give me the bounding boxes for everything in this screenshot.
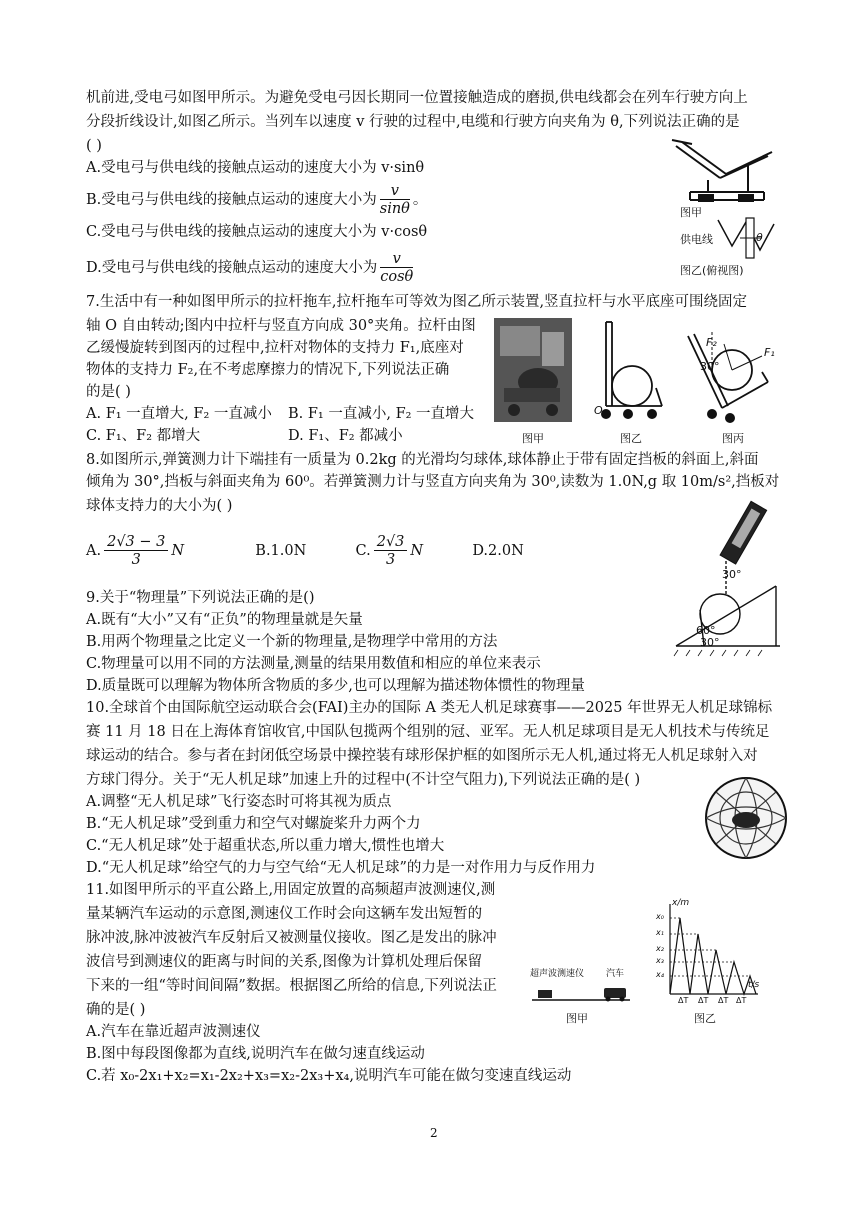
q6-d-den: cosθ — [380, 268, 414, 285]
q6-fig-yi-caption: 图乙(俯视图) — [680, 264, 744, 277]
q11-stem-line2: 量某辆汽车运动的示意图,测速仪工作时会向这辆车发出短暂的 — [86, 906, 483, 922]
q6-d-num: v — [380, 251, 413, 268]
q7-fig-yi-caption: 图乙 — [620, 432, 642, 445]
q8-incline-angle-label: 30° — [700, 636, 720, 649]
q11-dt-label-2: ΔT — [698, 996, 709, 1005]
q10-option-d: D.“无人机足球”给空气的力与空气给“无人机足球”的力是一对作用力与反作用力 — [86, 860, 596, 876]
q7-stem-line4: 物体的支持力 F₂,在不考虑摩擦力的情况下,下列说法正确 — [86, 362, 450, 378]
q8-board-angle-label: 60° — [696, 624, 716, 637]
q7-cart-photo — [494, 318, 572, 422]
q10-drone-ball-figure — [704, 776, 788, 860]
q7-option-c: C. F₁、F₂ 都增大 — [86, 428, 201, 444]
q7-fig-jia-caption: 图甲 — [522, 432, 544, 445]
q11-car-label: 汽车 — [606, 969, 625, 979]
q8-spring-angle-label: 30° — [722, 568, 742, 581]
q8-option-a-fraction — [104, 534, 168, 569]
q6-b-num: v — [380, 183, 410, 200]
q11-x1-label: x₁ — [656, 928, 664, 937]
q11-road-figure — [532, 982, 632, 1004]
q6-b-den: sinθ — [379, 200, 410, 217]
q8-a-den: 3 — [131, 551, 141, 568]
q11-x4-label: x₄ — [656, 970, 664, 979]
q6-option-b — [86, 180, 427, 220]
q6-option-c: C.受电弓与供电线的接触点运动的速度大小为 v·cosθ — [86, 224, 428, 240]
q11-x2-label: x₂ — [656, 944, 664, 953]
q6-option-b-end: 。 — [412, 192, 428, 208]
q11-pulse-graph — [652, 900, 762, 1000]
q11-y-axis-label: x/m — [672, 898, 690, 908]
q11-fig-yi-caption: 图乙 — [694, 1012, 716, 1025]
q10-option-c: C.“无人机足球”处于超重状态,所以重力增大,惯性也增大 — [86, 838, 445, 854]
q7-option-a: A. F₁ 一直增大, F₂ 一直减小 — [86, 406, 272, 422]
q10-stem-line3: 球运动的结合。参与者在封闭低空场景中操控装有球形保护框的如图所示无人机,通过将无人机足球射入对 — [86, 748, 758, 764]
q6-option-b-text: B.受电弓与供电线的接触点运动的速度大小为 — [86, 192, 377, 208]
q8-option-a-label: A. — [86, 543, 102, 559]
q8-stem-line2: 倾角为 30°,挡板与斜面夹角为 60⁰。若弹簧测力计与竖直方向夹角为 30⁰,读数为 1.0N,g 取 10m/s²,挡板对 — [86, 474, 780, 490]
q7-f2-label: F₂ — [706, 336, 717, 349]
q11-t-axis-label: t/s — [748, 980, 760, 990]
q10-stem-line1: 10.全球首个由国际航空运动联合会(FAI)主办的国际 A 类无人机足球赛事——2025 年世界无人机足球锦标 — [86, 700, 773, 716]
q10-stem-line4: 方球门得分。关于“无人机足球”加速上升的过程中(不计空气阻力),下列说法正确的是( ) — [86, 772, 641, 788]
q8-c-num: 2√3 — [374, 534, 408, 551]
q9-option-a: A.既有“大小”又有“正负”的物理量就是矢量 — [86, 612, 363, 628]
q6-wire-label: 供电线 — [680, 233, 713, 246]
q11-stem-line4: 波信号到测速仪的距离与时间的关系,图像为计算机处理后保留 — [86, 954, 483, 970]
q6-fig-jia-caption: 图甲 — [680, 206, 702, 219]
q11-device-label: 超声波测速仪 — [530, 969, 585, 979]
q8-option-c-label: C. — [355, 543, 371, 559]
q7-cart-tilted-figure — [682, 326, 774, 426]
q11-stem-line3: 脉冲波,脉冲波被汽车反射后又被测量仪接收。图乙是发出的脉冲 — [86, 930, 497, 946]
q8-option-b: B.1.0N — [255, 543, 307, 559]
q11-stem-line1: 11.如图甲所示的平直公路上,用固定放置的高频超声波测速仪,测 — [86, 882, 496, 898]
q9-option-b: B.用两个物理量之比定义一个新的物理量,是物理学中常用的方法 — [86, 634, 498, 650]
q7-fig-bing-caption: 图丙 — [722, 432, 744, 445]
q7-stem-line2: 轴 O 自由转动;图内中拉杆与竖直方向成 30°夹角。拉杆由图 — [86, 318, 476, 334]
q6-stem-line2: 分段折线设计,如图乙所示。当列车以速度 v 行驶的过程中,电缆和行驶方向夹角为 θ,下列说法正确的是 — [86, 114, 740, 130]
q11-option-a: A.汽车在靠近超声波测速仪 — [86, 1024, 261, 1040]
q8-a-num: 2√3 − 3 — [104, 534, 168, 551]
q11-fig-jia-caption: 图甲 — [566, 1012, 588, 1025]
q6-zigzag-wire-figure — [716, 216, 780, 262]
q6-option-d — [86, 248, 416, 288]
q7-axis-o-label: O — [594, 404, 603, 417]
q11-option-c: C.若 x₀-2x₁+x₂=x₁-2x₂+x₃=x₂-2x₃+x₄,说明汽车可能在做匀变速直线运动 — [86, 1068, 572, 1084]
q11-stem-line6: 确的是( ) — [86, 1002, 146, 1018]
q6-option-d-fraction — [380, 251, 413, 286]
q7-f1-label: F₁ — [764, 346, 775, 359]
page-number: 2 — [430, 1126, 438, 1140]
q8-option-d: D.2.0N — [472, 543, 524, 559]
q8-stem-line3: 球体支持力的大小为( ) — [86, 498, 233, 514]
q7-option-d: D. F₁、F₂ 都减小 — [288, 428, 403, 444]
q7-angle-label: 30° — [700, 360, 720, 373]
q7-stem-line3: 乙缓慢旋转到图丙的过程中,拉杆对物体的支持力 F₁,底座对 — [86, 340, 464, 356]
q6-option-a: A.受电弓与供电线的接触点运动的速度大小为 v·sinθ — [86, 160, 425, 176]
q8-stem-line1: 8.如图所示,弹簧测力计下端挂有一质量为 0.2kg 的光滑均匀球体,球体静止于带有固定挡板的斜面上,斜面 — [86, 452, 759, 468]
q6-pantograph-figure — [668, 134, 780, 214]
q11-x0-label: x₀ — [656, 912, 664, 921]
q7-option-b: B. F₁ 一直减小, F₂ 一直增大 — [288, 406, 475, 422]
q11-dt-label-4: ΔT — [736, 996, 747, 1005]
q8-c-den: 3 — [385, 551, 396, 568]
q6-theta-label: θ — [756, 231, 763, 244]
q11-x3-label: x₃ — [656, 956, 664, 965]
q11-dt-label-3: ΔT — [718, 996, 729, 1005]
q8-option-c-fraction — [374, 534, 408, 569]
q11-option-b: B.图中每段图像都为直线,说明汽车在做匀速直线运动 — [86, 1046, 425, 1062]
q7-cart-vertical-figure — [592, 318, 672, 424]
q10-option-b: B.“无人机足球”受到重力和空气对螺旋桨升力两个力 — [86, 816, 421, 832]
q6-option-d-text: D.受电弓与供电线的接触点运动的速度大小为 — [86, 260, 378, 276]
q11-stem-line5: 下来的一组“等时间间隔”数据。根据图乙所给的信息,下列说法正 — [86, 978, 497, 994]
q9-option-c: C.物理量可以用不同的方法测量,测量的结果用数值和相应的单位来表示 — [86, 656, 541, 672]
q7-stem-line5: 的是( ) — [86, 384, 131, 400]
q8-options-row — [86, 528, 524, 574]
q8-option-a-unit: N — [171, 543, 185, 559]
q11-dt-label-1: ΔT — [678, 996, 689, 1005]
q9-option-d: D.质量既可以理解为物体所含物质的多少,也可以理解为描述物体惯性的物理量 — [86, 678, 585, 694]
q7-stem-line1: 7.生活中有一种如图甲所示的拉杆拖车,拉杆拖车可等效为图乙所示装置,竖直拉杆与水平底座可围绕固定 — [86, 294, 748, 310]
q9-stem: 9.关于“物理量”下列说法正确的是() — [86, 590, 315, 606]
q6-stem-line1: 机前进,受电弓如图甲所示。为避免受电弓因长期同一位置接触造成的磨损,供电线都会在列车行驶方向上 — [86, 90, 748, 106]
q8-option-c-unit: N — [410, 543, 424, 559]
q10-stem-line2: 赛 11 月 18 日在上海体育馆收官,中国队包揽两个组别的冠、亚军。无人机足球项目是无人机技术与传统足 — [86, 724, 770, 740]
q6-stem-line3: ( ) — [86, 138, 102, 154]
q6-option-b-fraction — [380, 183, 410, 218]
q10-option-a: A.调整“无人机足球”飞行姿态时可将其视为质点 — [86, 794, 392, 810]
